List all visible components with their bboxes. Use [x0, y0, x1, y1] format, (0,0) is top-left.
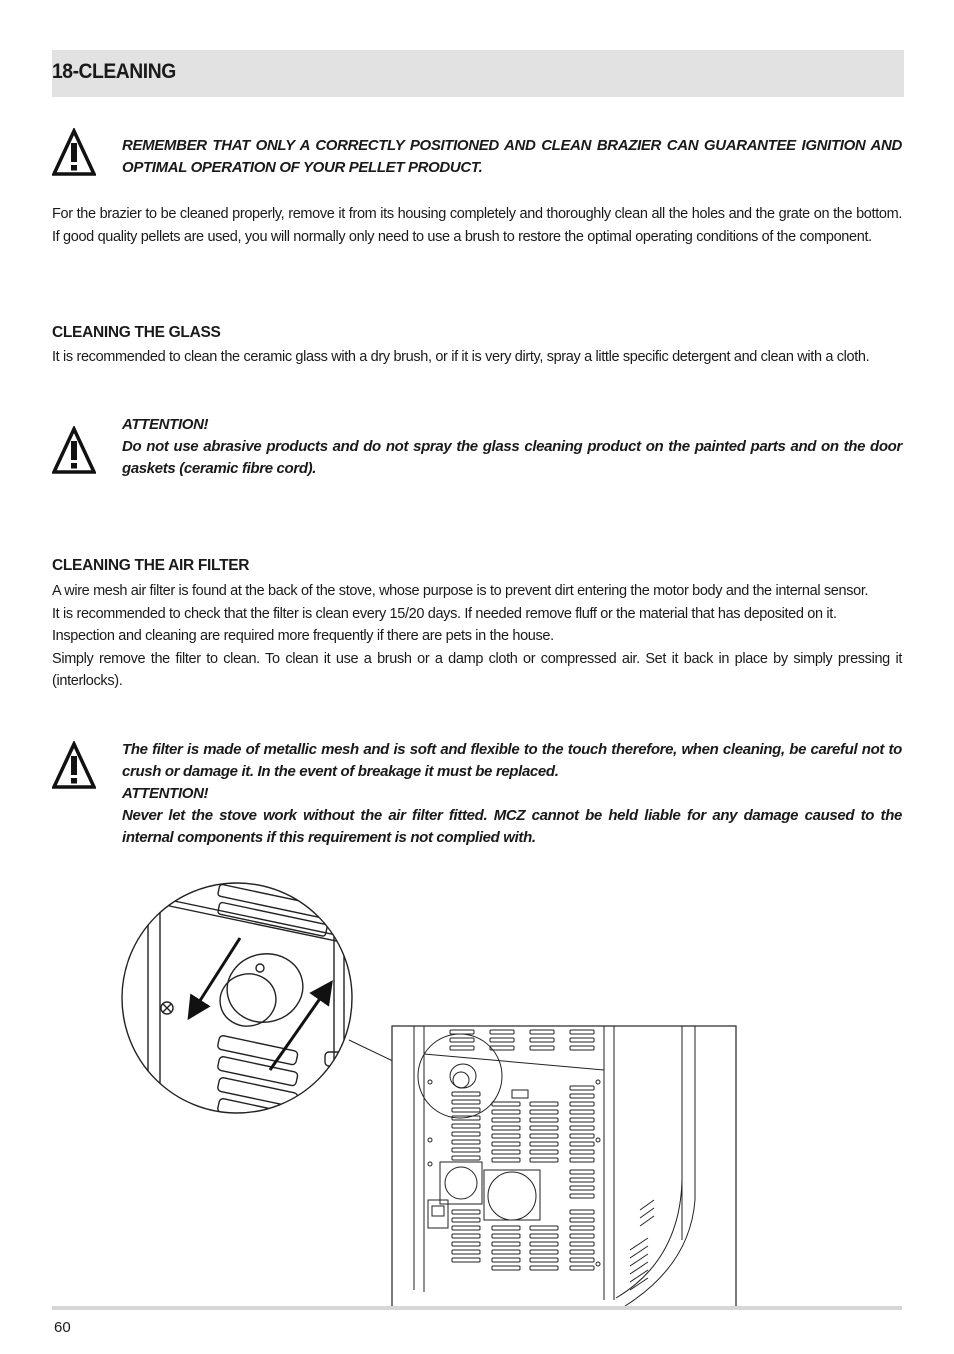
warning-2-text: Do not use abrasive products and do not spray the glass cleaning product on the painted parts and on the door gaskets (ceramic fibre cord). — [122, 438, 902, 477]
air-filter-line: It is recommended to check that the filter is clean every 15/20 days. If needed remove fluff or the material that has deposited on it. — [52, 605, 837, 622]
warning-triangle-icon — [52, 426, 96, 474]
air-filter-line: Inspection and cleaning are required more frequently if there are pets in the house. — [52, 628, 554, 644]
air-filter-paragraph — [52, 580, 902, 693]
warning-2-block — [122, 414, 902, 480]
page-title: 18-CLEANING — [52, 60, 176, 83]
warning-1-text: REMEMBER THAT ONLY A CORRECTLY POSITIONED AND CLEAN BRAZIER CAN GUARANTEE IGNITION AND OPTIMAL OPERATION OF YOUR PELLET PRODUCT. — [122, 137, 902, 176]
stove-rear-air-filter-illustration — [120, 880, 740, 1310]
section-heading-glass: CLEANING THE GLASS — [52, 324, 221, 341]
warning-3-text-2: Never let the stove work without the air filter fitted. MCZ cannot be held liable for any damage caused to the internal components if this requirement is not complied with. — [122, 807, 902, 846]
section-heading-air-filter: CLEANING THE AIR FILTER — [52, 557, 250, 574]
warning-triangle-icon — [52, 741, 96, 789]
header-bar — [52, 50, 904, 97]
air-filter-line: Simply remove the filter to clean. To clean it use a brush or a damp cloth or compressed air. Set it back in place by simply pressing it (interlocks). — [52, 650, 902, 689]
page-number: 60 — [54, 1319, 71, 1336]
brazier-cleaning-paragraph: For the brazier to be cleaned properly, remove it from its housing completely and thoroughly clean all the holes and the grate on the bottom. If good quality pellets are used, you will normally only need to use a brush to restore the optimal operating conditions of the component. — [52, 206, 902, 245]
warning-3-title: ATTENTION! — [122, 785, 209, 802]
air-filter-line: A wire mesh air filter is found at the back of the stove, whose purpose is to prevent dirt entering the motor body and the internal sensor. — [52, 583, 869, 599]
warning-2-title: ATTENTION! — [122, 416, 209, 433]
footer-rule — [52, 1306, 902, 1310]
warning-3-block — [122, 739, 902, 849]
warning-triangle-icon — [52, 128, 96, 176]
warning-3-text-1: The filter is made of metallic mesh and is soft and flexible to the touch therefore, when cleaning, be careful not to crush or damage it. In the event of breakage it must be replaced. — [122, 741, 902, 780]
glass-cleaning-paragraph: It is recommended to clean the ceramic glass with a dry brush, or if it is very dirty, spray a little specific detergent and clean with a cloth. — [52, 349, 870, 365]
